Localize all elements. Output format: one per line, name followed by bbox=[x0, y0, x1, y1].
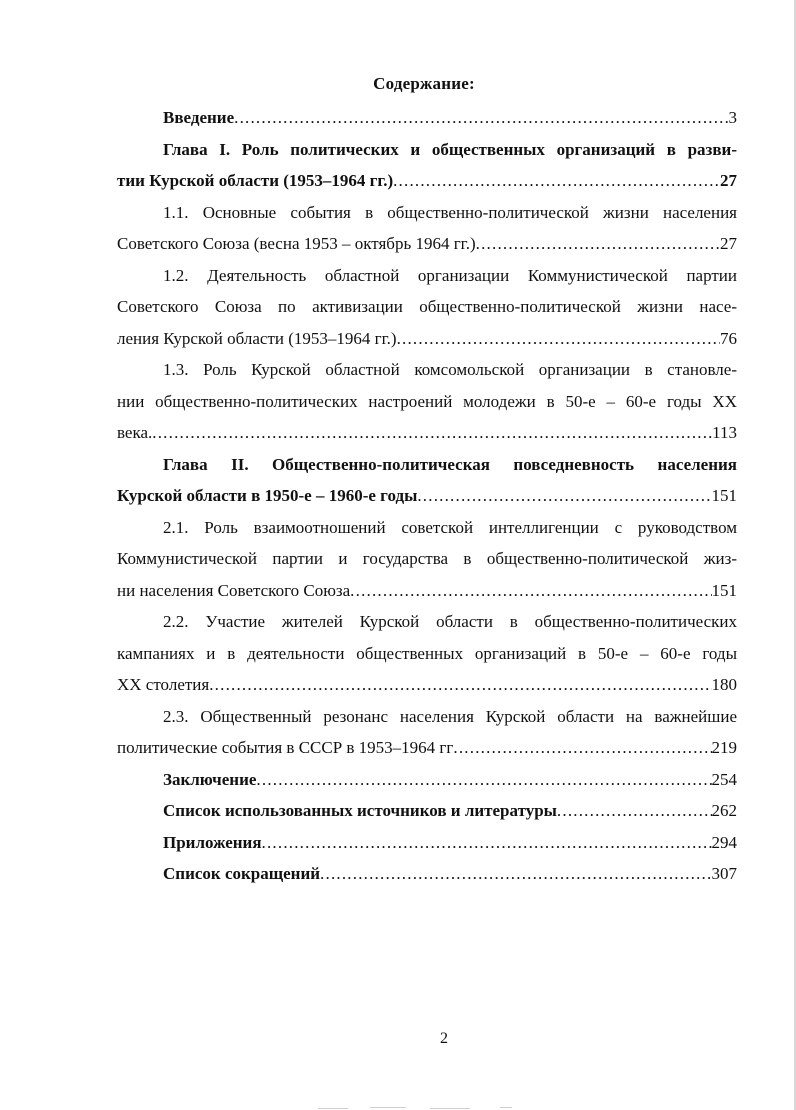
toc-entry-text: ления Курской области (1953–1964 гг.) bbox=[117, 328, 397, 348]
toc-entry-line: Коммунистической партии и государства в общественно-политической жиз- bbox=[117, 549, 737, 568]
toc-entry-line: 2.2. Участие жителей Курской области в общественно-политических bbox=[163, 612, 737, 631]
leader-dots bbox=[262, 827, 712, 859]
toc-entry-chapter-1 bbox=[117, 134, 737, 197]
toc-entry-section-1-1 bbox=[117, 197, 737, 260]
scan-artifact bbox=[370, 1107, 406, 1108]
toc-page-number: 254 bbox=[711, 769, 737, 789]
toc-entry-text: Список сокращений bbox=[163, 864, 321, 883]
toc-entry-text: ни населения Советского Союза bbox=[117, 580, 351, 600]
toc-entry-text: политические события в СССР в 1953–1964 гг bbox=[117, 738, 454, 757]
leader-dots bbox=[320, 858, 711, 890]
toc-entry-section-2-1 bbox=[117, 512, 737, 607]
leader-dots bbox=[453, 732, 711, 764]
toc-entry-chapter-2 bbox=[117, 449, 737, 512]
toc-entry-line: 2.1. Роль взаимоотношений советской интеллигенции с руководством bbox=[163, 517, 737, 537]
table-of-contents bbox=[117, 102, 737, 890]
toc-entry-line: Глава II. Общественно-политическая повседневность населения bbox=[163, 454, 737, 474]
toc-page-number: 307 bbox=[711, 864, 737, 883]
scan-artifact bbox=[500, 1107, 512, 1108]
toc-entry-intro bbox=[117, 102, 737, 134]
toc-entry-line: 1.3. Роль Курской областной комсомольской организации в становле- bbox=[163, 360, 737, 379]
toc-entry-section-2-3 bbox=[117, 701, 737, 764]
toc-page-number: 113 bbox=[712, 423, 737, 442]
toc-entry-text: Список использованных источников и литературы bbox=[163, 801, 557, 820]
toc-entry-line: 1.1. Основные события в общественно-политической жизни населения bbox=[163, 202, 737, 222]
toc-page-number: 27 bbox=[720, 171, 737, 190]
leader-dots bbox=[397, 323, 720, 355]
toc-entry-section-1-2 bbox=[117, 260, 737, 355]
scan-artifact bbox=[318, 1108, 348, 1109]
toc-page-number: 294 bbox=[711, 832, 737, 852]
toc-entry-text: Приложения bbox=[163, 832, 262, 852]
toc-entry-line: кампаниях и в деятельности общественных организаций в 50-е – 60-е годы bbox=[117, 643, 737, 663]
toc-entry-text: Заключение bbox=[163, 769, 257, 789]
toc-entry-text: тии Курской области (1953–1964 гг.) bbox=[117, 171, 394, 190]
toc-page-number: 76 bbox=[720, 328, 737, 348]
toc-entry-text: Курской области в 1950-е – 1960-е годы bbox=[117, 486, 418, 505]
toc-entry-text: Введение bbox=[163, 108, 235, 127]
toc-page-number: 3 bbox=[728, 108, 737, 127]
leader-dots bbox=[557, 795, 712, 827]
leader-dots bbox=[152, 417, 712, 449]
toc-entry-sources bbox=[117, 795, 737, 827]
toc-entry-line: Советского Союза по активизации общественно-политической жизни насе- bbox=[117, 297, 737, 316]
leader-dots bbox=[350, 575, 711, 607]
leader-dots bbox=[417, 480, 711, 512]
toc-entry-abbreviations bbox=[117, 858, 737, 890]
toc-entry-line: Глава I. Роль политических и общественных организаций в разви- bbox=[163, 139, 737, 159]
toc-entry-conclusion bbox=[117, 764, 737, 796]
toc-entry-section-2-2 bbox=[117, 606, 737, 701]
leader-dots bbox=[209, 669, 711, 701]
toc-page-number: 151 bbox=[711, 580, 737, 600]
leader-dots bbox=[393, 165, 720, 197]
toc-entry-section-1-3 bbox=[117, 354, 737, 449]
leader-dots bbox=[234, 102, 728, 134]
page-number: 2 bbox=[440, 1030, 448, 1047]
toc-entry-line: 2.3. Общественный резонанс населения Курской области на важнейшие bbox=[163, 706, 737, 726]
toc-entry-text: Советского Союза (весна 1953 – октябрь 1964 гг.) bbox=[117, 234, 476, 253]
leader-dots bbox=[476, 228, 720, 260]
toc-page-number: 27 bbox=[720, 234, 737, 253]
toc-entry-text: XX столетия bbox=[117, 675, 210, 694]
toc-page-number: 262 bbox=[711, 801, 737, 820]
toc-page-number: 151 bbox=[711, 486, 737, 505]
toc-entry-text: века. bbox=[117, 423, 153, 442]
toc-page-number: 180 bbox=[711, 675, 737, 694]
toc-title: Содержание: bbox=[373, 74, 475, 93]
scan-artifact bbox=[430, 1108, 470, 1109]
toc-entry-line: нии общественно-политических настроений молодежи в 50-е – 60-е годы XX bbox=[117, 391, 737, 411]
toc-entry-appendix bbox=[117, 827, 737, 859]
toc-page-number: 219 bbox=[711, 738, 737, 757]
toc-entry-line: 1.2. Деятельность областной организации Коммунистической партии bbox=[163, 265, 737, 285]
leader-dots bbox=[256, 764, 711, 796]
